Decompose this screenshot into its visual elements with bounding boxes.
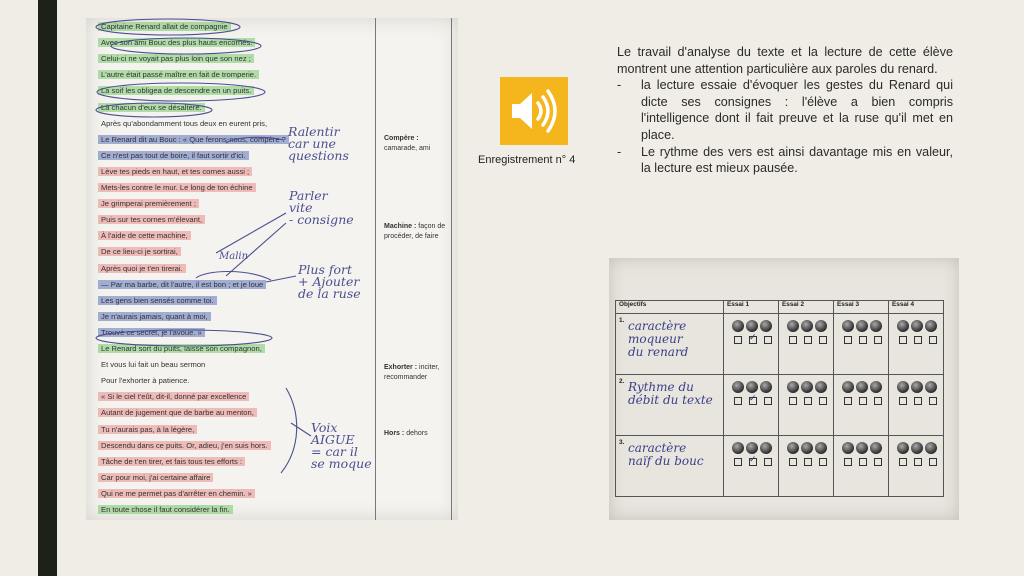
poem-line: Capitaine Renard allait de compagnie: [98, 22, 231, 31]
smiley-faces: [897, 381, 937, 393]
smiley-icon: [897, 442, 909, 454]
smiley-icon: [732, 442, 744, 454]
trial-cell: [834, 375, 889, 436]
table-row: [616, 314, 944, 375]
poem-line: Trouvé ce secret, je l'avoue. »: [98, 328, 205, 337]
poem-line: Tâche de t'en tirer, et fais tous tes efforts :: [98, 457, 245, 466]
poem-line: Qui ne me permet pas d'arrêter en chemin. »: [98, 489, 255, 498]
trial-cell: [779, 375, 834, 436]
objective-cell: [616, 375, 724, 436]
gloss-compere: Compère : camarade, ami: [384, 135, 431, 152]
smiley-icon: [911, 320, 923, 332]
checkbox[interactable]: [929, 458, 937, 466]
handwritten-strokes: [86, 18, 458, 520]
checkbox[interactable]: [764, 397, 772, 405]
gloss-exhorter: Exhorter : inciter, recommander: [384, 364, 440, 381]
objective-cell: [616, 314, 724, 375]
intro-paragraph: Le travail d'analyse du texte et la lecture de cette élève montrent une attention particulière aux paroles du renard.: [617, 45, 953, 76]
smiley-icon: [760, 320, 772, 332]
checkbox[interactable]: [764, 458, 772, 466]
smiley-icon: [746, 442, 758, 454]
checkbox[interactable]: [899, 397, 907, 405]
smiley-icon: [746, 320, 758, 332]
smiley-icon: [856, 381, 868, 393]
smiley-icon: [870, 442, 882, 454]
smiley-icon: [801, 442, 813, 454]
note-voix-aigue: Voix AIGUE = car il se moque: [311, 420, 372, 471]
smiley-icon: [911, 442, 923, 454]
poem-line: À l'aide de cette machine,: [98, 231, 191, 240]
objective-handwriting: caractère moqueur du renard: [628, 319, 689, 359]
smiley-icon: [856, 320, 868, 332]
bullet-item: - la lecture essaie d'évoquer les gestes du Renard qui dicte ses consignes : l'élève a bien compris l'intelligence dont il fait preuve et la ruse qu'il met en place.: [617, 78, 953, 142]
trial-cell: [834, 314, 889, 375]
poem-line: Celui-ci ne voyait pas plus loin que son nez ;: [98, 54, 254, 63]
header-essai-2: Essai 2: [779, 301, 834, 314]
trial-cell: [724, 436, 779, 497]
evaluation-table: [615, 300, 944, 497]
poem-line: Avec son ami Bouc des plus hauts encornés.: [98, 38, 255, 47]
checkbox[interactable]: [929, 336, 937, 344]
note-ralentir: Ralentir car une questions: [288, 124, 349, 163]
smiley-faces: [842, 381, 882, 393]
checkbox[interactable]: [899, 336, 907, 344]
smiley-faces: [732, 381, 772, 393]
header-essai-1: Essai 1: [724, 301, 779, 314]
poem-line: Autant de jugement que de barbe au menton,: [98, 408, 257, 417]
poem-line: Puis sur tes cornes m'élevant,: [98, 215, 205, 224]
poem-line: Après quoi je t'en tirerai.: [98, 264, 186, 273]
checkbox[interactable]: [859, 397, 867, 405]
checkbox[interactable]: [749, 397, 757, 405]
checkbox[interactable]: [749, 336, 757, 344]
poem-line: La soif les obligea de descendre en un puits.: [98, 86, 254, 95]
smiley-icon: [760, 381, 772, 393]
smiley-icon: [746, 381, 758, 393]
checkbox[interactable]: [899, 458, 907, 466]
smiley-icon: [856, 442, 868, 454]
evaluation-grid-photo: [609, 258, 959, 520]
poem-line: Mets-les contre le mur. Le long de ton échine: [98, 183, 256, 192]
smiley-icon: [897, 320, 909, 332]
checkbox[interactable]: [804, 397, 812, 405]
poem-line: L'autre était passé maître en fait de tromperie.: [98, 70, 259, 79]
smiley-icon: [911, 381, 923, 393]
poem-line: Je n'aurais jamais, quant à moi,: [98, 312, 211, 321]
checkbox[interactable]: [914, 336, 922, 344]
smiley-icon: [870, 381, 882, 393]
objective-handwriting: caractère naïf du bouc: [628, 441, 704, 468]
poem-line: Lève tes pieds en haut, et tes cornes aussi ;: [98, 167, 252, 176]
smiley-faces: [897, 442, 937, 454]
poem-line: Après qu'abondamment tous deux en eurent pris,: [101, 118, 268, 128]
smiley-icon: [787, 381, 799, 393]
poem-line: Ce n'est pas tout de boire, il faut sortir d'ici.: [98, 151, 249, 160]
poem-line: Là chacun d'eux se désaltère.: [98, 103, 205, 112]
note-plus-fort: Plus fort + Ajouter de la ruse: [298, 262, 361, 301]
poem-line: Je grimperai premièrement ;: [98, 199, 199, 208]
speaker-icon[interactable]: [500, 77, 568, 145]
checkbox[interactable]: [874, 458, 882, 466]
poem-line: Tu n'aurais pas, à la légère,: [98, 425, 197, 434]
gloss-hors: Hors : dehors: [384, 430, 428, 437]
objective-number: 3.: [619, 439, 625, 446]
audio-caption: Enregistrement n° 4: [478, 154, 576, 166]
trial-cell: [889, 375, 944, 436]
checkbox[interactable]: [804, 458, 812, 466]
checkbox[interactable]: [789, 458, 797, 466]
checkbox[interactable]: [844, 397, 852, 405]
bullet-item: - Le rythme des vers est ainsi davantage mis en valeur, la lecture est mieux pausée.: [617, 144, 953, 176]
checkbox[interactable]: [819, 336, 827, 344]
trial-cell: [779, 314, 834, 375]
trial-cell: [889, 436, 944, 497]
poem-line: Descendu dans ce puits. Or, adieu, j'en suis hors.: [98, 441, 271, 450]
checkbox[interactable]: [844, 336, 852, 344]
checkbox[interactable]: [789, 336, 797, 344]
smiley-icon: [925, 442, 937, 454]
smiley-icon: [815, 442, 827, 454]
checkbox[interactable]: [734, 397, 742, 405]
smiley-faces: [897, 320, 937, 332]
checkbox[interactable]: [734, 336, 742, 344]
poem-line: De ce lieu-ci je sortirai,: [98, 247, 181, 256]
checkbox[interactable]: [804, 336, 812, 344]
smiley-icon: [760, 442, 772, 454]
objective-cell: [616, 436, 724, 497]
checkbox[interactable]: [844, 458, 852, 466]
poem-line: En toute chose il faut considérer la fin.: [98, 505, 233, 514]
trial-cell: [724, 375, 779, 436]
smiley-faces: [732, 442, 772, 454]
smiley-faces: [787, 442, 827, 454]
smiley-faces: [732, 320, 772, 332]
poem-line: Et vous lui fait un beau sermon: [101, 360, 206, 370]
trial-cell: [834, 436, 889, 497]
trial-cell: [779, 436, 834, 497]
gloss-machine: Machine : façon de procéder, de faire: [384, 223, 446, 240]
smiley-icon: [815, 320, 827, 332]
poem-line: Car pour moi, j'ai certaine affaire: [98, 473, 213, 482]
smiley-icon: [842, 442, 854, 454]
poem-line: Le Renard sort du puits, laisse son compagnon,: [98, 344, 265, 353]
smiley-icon: [815, 381, 827, 393]
checkbox[interactable]: [929, 397, 937, 405]
poem-line: — Par ma barbe, dit l'autre, il est bon ; et je loue: [98, 280, 266, 289]
left-accent-bar: [38, 0, 57, 576]
smiley-icon: [787, 320, 799, 332]
objective-number: 1.: [619, 317, 625, 324]
checkbox[interactable]: [914, 458, 922, 466]
smiley-icon: [801, 320, 813, 332]
smiley-faces: [787, 381, 827, 393]
header-essai-4: Essai 4: [889, 301, 944, 314]
poem-line: Pour l'exhorter à patience.: [101, 376, 190, 386]
checkbox[interactable]: [859, 336, 867, 344]
checkbox[interactable]: [874, 397, 882, 405]
table-row: [616, 375, 944, 436]
poem-line: Le Renard dit au Bouc : « Que ferons-nous, compère ?: [98, 135, 289, 144]
checkbox[interactable]: [914, 397, 922, 405]
note-parler-vite: Parler vite - consigne: [289, 188, 354, 227]
smiley-icon: [842, 381, 854, 393]
poem-line: Les gens bien sensés comme toi.: [98, 296, 217, 305]
smiley-icon: [925, 381, 937, 393]
checkbox[interactable]: [819, 397, 827, 405]
checkbox[interactable]: [749, 458, 757, 466]
analysis-text: [617, 44, 953, 177]
checkbox[interactable]: [789, 397, 797, 405]
objective-number: 2.: [619, 378, 625, 385]
smiley-icon: [732, 320, 744, 332]
table-row: [616, 436, 944, 497]
checkbox[interactable]: [734, 458, 742, 466]
header-objectifs: Objectifs: [616, 301, 724, 314]
smiley-icon: [870, 320, 882, 332]
smiley-icon: [787, 442, 799, 454]
note-malin: Malin: [219, 251, 249, 262]
smiley-faces: [787, 320, 827, 332]
checkbox[interactable]: [764, 336, 772, 344]
smiley-faces: [842, 442, 882, 454]
annotated-text-photo: [86, 18, 458, 520]
smiley-icon: [801, 381, 813, 393]
checkbox[interactable]: [874, 336, 882, 344]
checkbox[interactable]: [819, 458, 827, 466]
poem-line: « Si le ciel t'eût, dit-il, donné par excellence: [98, 392, 249, 401]
smiley-icon: [897, 381, 909, 393]
header-essai-3: Essai 3: [834, 301, 889, 314]
smiley-faces: [842, 320, 882, 332]
trial-cell: [889, 314, 944, 375]
checkbox[interactable]: [859, 458, 867, 466]
objective-handwriting: Rythme du débit du texte: [628, 380, 713, 407]
smiley-icon: [732, 381, 744, 393]
smiley-icon: [925, 320, 937, 332]
trial-cell: [724, 314, 779, 375]
smiley-icon: [842, 320, 854, 332]
